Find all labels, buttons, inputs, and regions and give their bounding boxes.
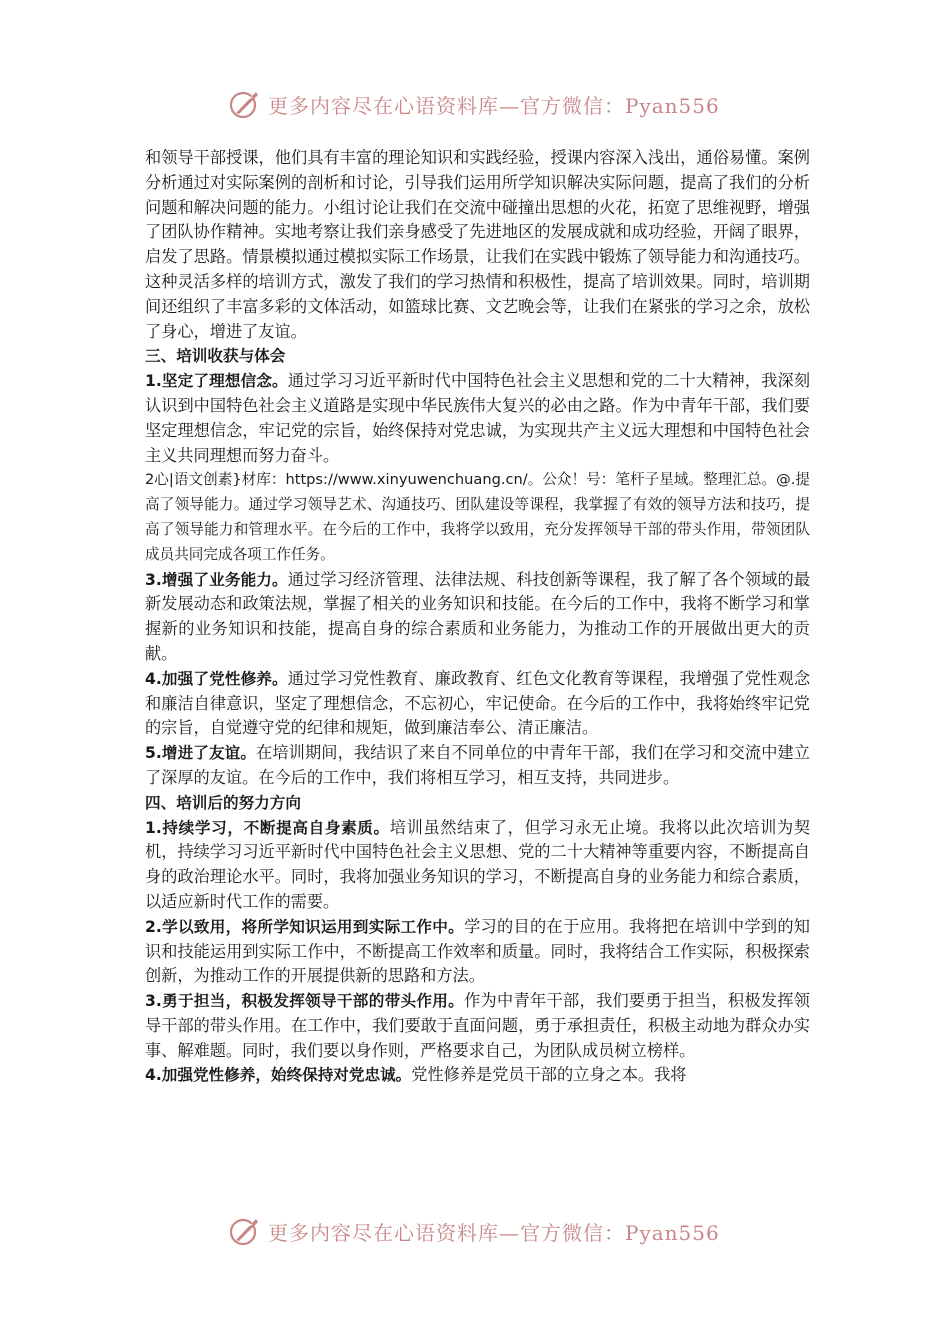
paragraph (145, 741, 810, 791)
banner-text: 更多内容尽在心语资料库—官方微信：Pyan556 (268, 93, 720, 118)
paragraph-text: 在培训期间，我结识了来自不同单位的中青年干部，我们在学习和交流中建立了深厚的友谊。在今后的工作中，我们将相互学习，相互支持，共同进步。 (145, 743, 810, 787)
paragraph (145, 369, 810, 468)
paragraph-text: 通过学习习近平新时代中国特色社会主义思想和党的二十大精神，我深刻认识到中国特色社会主义道路是实现中华民族伟大复兴的必由之路。作为中青年干部，我们要坚定理想信念，牢记党的宗旨，始终保持对党忠诚，为实现共产主义远大理想和中国特色社会主义共同理想而努力奋斗。 (145, 371, 811, 465)
paragraph-lead: 4.加强党性修养，始终保持对党忠诚。 (145, 1066, 412, 1085)
header-banner (228, 84, 728, 124)
quill-circle-icon (228, 1214, 262, 1248)
paragraph-text: 通过学习经济管理、法律法规、科技创新等课程，我了解了各个领域的最新发展动态和政策法规，掌握了相关的业务知识和技能。在今后的工作中，我将不断学习和掌握新的业务知识和技能，提高自身的综合素质和业务能力，为推动工作的开展做出更大的贡献。 (145, 569, 811, 663)
paragraph-text: 学习的目的在于应用。我将把在培训中学到的知识和技能运用到实际工作中，不断提高工作效率和质量。同时，我将结合工作实际，积极探索创新，为推动工作的开展提供新的思路和方法。 (145, 916, 810, 986)
paragraph: 2心|语文创素}材库：https://www.xinyuwenchuang.cn/。公众！号：笔杆子星域。整理汇总。@.提高了领导能力。通过学习领导艺术、沟通技巧、团队建设等课程，我掌握了有效的领导方法和技巧，提高了领导能力和管理水平。在今后的工作中，我将学以致用，充分发挥领导干部的带头作用，带领团队成员共同完成各项工作任务。 (145, 471, 810, 563)
paragraph-lead: 5.增进了友谊。 (145, 744, 257, 763)
paragraph-lead: 2.学以致用，将所学知识运用到实际工作中。 (145, 917, 465, 936)
paragraph (145, 568, 810, 667)
paragraph (145, 915, 810, 989)
paragraph-text: 党性修养是党员干部的立身之本。我将 (411, 1065, 687, 1085)
paragraph-lead: 3.增强了业务能力。 (145, 570, 288, 589)
document-body (145, 146, 810, 1088)
paragraph-text: 通过学习党性教育、廉政教育、红色文化教育等课程，我增强了党性观念和廉洁自律意识，坚定了理想信念，不忘初心，牢记使命。在今后的工作中，我将始终牢记党的宗旨，自觉遵守党的纪律和规矩，做到廉洁奉公、清正廉洁。 (145, 668, 811, 738)
section-heading: 四、培训后的努力方向 (145, 793, 301, 812)
paragraph-text: 和领导干部授课，他们具有丰富的理论知识和实践经验，授课内容深入浅出，通俗易懂。案例分析通过对实际案例的剖析和讨论，引导我们运用所学知识解决实际问题，提高了我们的分析问题和解决问题的能力。小组讨论让我们在交流中碰撞出思想的火花，拓宽了思维视野，增强了团队协作精神。实地考察让我们亲身感受了先进地区的发展成就和成功经验，开阔了眼界，启发了思路。情景模拟通过模拟实际工作场景，让我们在实践中锻炼了领导能力和沟通技巧。这种灵活多样的培训方式，激发了我们的学习热情和积极性，提高了培训效果。同时，培训期间还组织了丰富多彩的文体活动，如篮球比赛、文艺晚会等，让我们在紧张的学习之余，放松了身心，增进了友谊。 (145, 148, 810, 341)
banner-text: 更多内容尽在心语资料库—官方微信：Pyan556 (268, 1220, 720, 1245)
footer-banner (228, 1211, 728, 1251)
section-heading: 三、培训收获与体会 (145, 347, 286, 366)
quill-circle-icon (228, 87, 262, 121)
paragraph-text: 作为中青年干部，我们要勇于担当，积极发挥领导干部的带头作用。在工作中，我们要敢于直面问题，勇于承担责任，积极主动地为群众办实事、解难题。同时，我们要以身作则，严格要求自己，为团队成员树立榜样。 (145, 991, 810, 1060)
paragraph (145, 989, 810, 1063)
paragraph (145, 667, 810, 741)
paragraph-text: 培训虽然结束了，但学习永无止境。我将以此次培训为契机，持续学习习近平新时代中国特色社会主义思想、党的二十大精神等重要内容，不断提高自身的政治理论水平。同时，我将加强业务知识的学习，不断提高自身的业务能力和综合素质，以适应新时代工作的需要。 (145, 817, 811, 911)
paragraph-lead: 1.坚定了理想信念。 (145, 372, 288, 391)
paragraph (145, 816, 810, 915)
paragraph-lead: 4.加强了党性修养。 (145, 669, 288, 688)
paragraph (145, 146, 810, 344)
paragraph-lead: 3.勇于担当，积极发挥领导干部的带头作用。 (145, 992, 465, 1011)
paragraph-lead: 1.持续学习，不断提高自身素质。 (145, 818, 390, 837)
paragraph (145, 1063, 810, 1088)
